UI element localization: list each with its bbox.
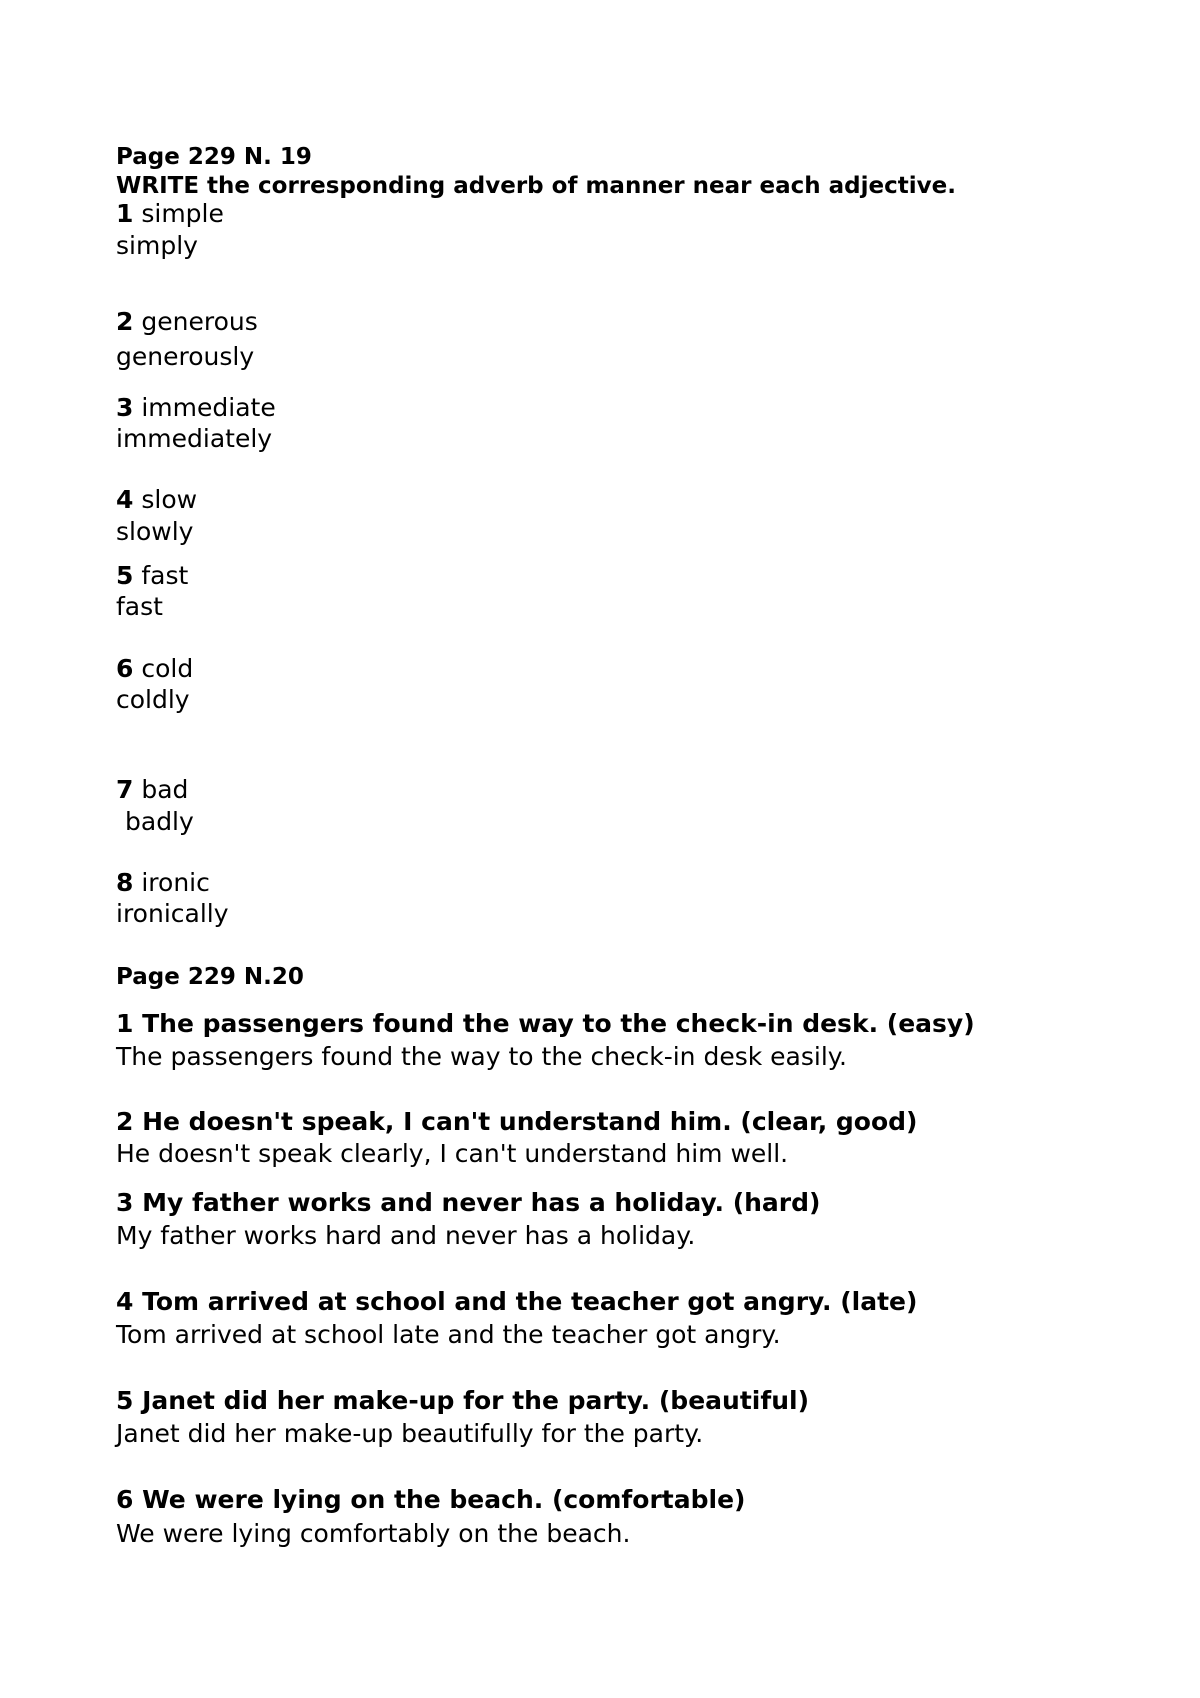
sentence-answer-5: Janet did her make-up beautifully for the party.	[116, 1419, 704, 1448]
section-1-title: Page 229 N. 19	[116, 144, 312, 170]
adjective-item-7	[116, 775, 188, 805]
adjective-item-1	[116, 199, 224, 229]
item-number: 6	[116, 654, 134, 683]
item-number: 1	[116, 199, 134, 228]
sentence-question-4: 4 Tom arrived at school and the teacher got angry. (late)	[116, 1287, 918, 1316]
adjective-item-3	[116, 393, 276, 423]
sentence-question-3: 3 My father works and never has a holiday. (hard)	[116, 1188, 821, 1217]
section-1-instruction: WRITE the corresponding adverb of manner near each adjective.	[116, 173, 956, 199]
adjective: simple	[141, 199, 224, 228]
adjective: slow	[141, 485, 198, 514]
adjective: bad	[141, 775, 189, 804]
sentence-answer-3: My father works hard and never has a holiday.	[116, 1221, 696, 1250]
sentence-question-1: 1 The passengers found the way to the check-in desk. (easy)	[116, 1009, 975, 1038]
adverb-answer-7: badly	[125, 807, 194, 836]
adjective: ironic	[141, 868, 210, 897]
adverb-answer-8: ironically	[116, 899, 229, 928]
adjective-item-4	[116, 485, 197, 515]
adjective-item-6	[116, 654, 193, 684]
adverb-answer-3: immediately	[116, 424, 273, 453]
adverb-answer-1: simply	[116, 231, 198, 260]
adjective: immediate	[141, 393, 276, 422]
adverb-answer-2: generously	[116, 342, 255, 371]
item-number: 3	[116, 393, 134, 422]
sentence-answer-2: He doesn't speak clearly, I can't understand him well.	[116, 1139, 789, 1168]
adjective: generous	[141, 307, 258, 336]
item-number: 4	[116, 485, 134, 514]
sentence-answer-1: The passengers found the way to the check-in desk easily.	[116, 1042, 847, 1071]
item-number: 2	[116, 307, 134, 336]
adjective-item-2	[116, 307, 258, 337]
adverb-answer-5: fast	[116, 592, 163, 621]
item-number: 5	[116, 561, 134, 590]
sentence-question-6: 6 We were lying on the beach. (comfortable)	[116, 1485, 746, 1514]
item-number: 8	[116, 868, 134, 897]
adverb-answer-4: slowly	[116, 517, 194, 546]
adjective: cold	[141, 654, 194, 683]
sentence-question-2: 2 He doesn't speak, I can't understand him. (clear, good)	[116, 1107, 918, 1136]
item-number: 7	[116, 775, 134, 804]
sentence-answer-4: Tom arrived at school late and the teacher got angry.	[116, 1320, 781, 1349]
adjective-item-5	[116, 561, 188, 591]
adjective: fast	[141, 561, 189, 590]
sentence-answer-6: We were lying comfortably on the beach.	[116, 1519, 631, 1548]
adjective-item-8	[116, 868, 210, 898]
adverb-answer-6: coldly	[116, 685, 190, 714]
section-2-title: Page 229 N.20	[116, 964, 304, 990]
sentence-question-5: 5 Janet did her make-up for the party. (beautiful)	[116, 1386, 810, 1415]
